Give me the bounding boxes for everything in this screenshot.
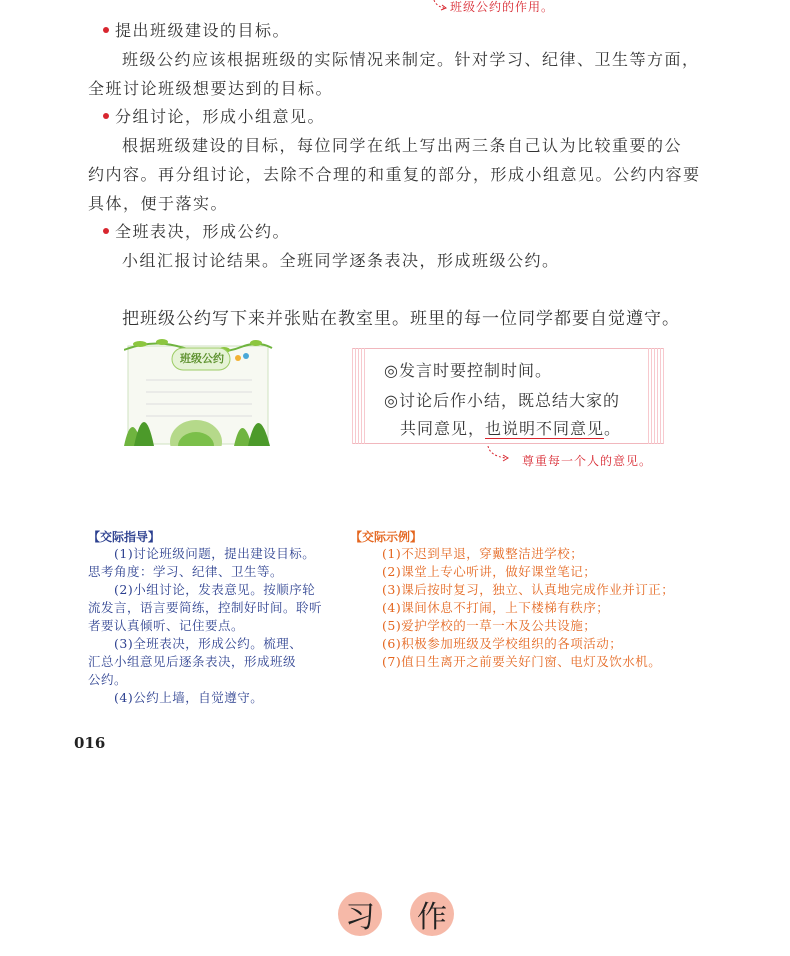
section1-line2: 全班讨论班级想要达到的目标。 — [88, 79, 334, 98]
section3-bullet: 全班表决，形成公约。 — [103, 219, 290, 242]
top-note: 班级公约的作用。 — [450, 0, 555, 14]
section3-line1: 小组汇报讨论结果。全班同学逐条表决，形成班级公约。 — [122, 251, 560, 270]
guide-line: 公约。 — [88, 672, 128, 687]
example-line: (4)课间休息不打闹，上下楼梯有秩序； — [382, 600, 610, 615]
card-left-stripes — [352, 348, 366, 444]
card-right-stripes — [648, 348, 664, 444]
poster-title: 班级公约 — [180, 352, 224, 365]
example-line: (1)不迟到早退，穿戴整洁进学校； — [382, 546, 584, 561]
guide-line: (4)公约上墙，自觉遵守。 — [88, 690, 264, 705]
card-item-1: ◎发言时要控制时间。 — [384, 361, 552, 380]
example-title: 【交际示例】 — [350, 530, 423, 544]
card-note: 尊重每一个人的意见。 — [522, 454, 653, 468]
section1-line1: 班级公约应该根据班级的实际情况来制定。针对学习、纪律、卫生等方面， — [122, 50, 700, 69]
section2-line1: 根据班级建设的目标，每位同学在纸上写出两三条自己认为比较重要的公 — [122, 136, 683, 155]
bullet-dot — [103, 113, 109, 119]
footer-char-xi: 习 — [338, 892, 382, 936]
guide-line: 流发言，语言要简练，控制好时间。聆听 — [88, 600, 323, 615]
guide-line: (1)讨论班级问题，提出建设目标。 — [88, 546, 316, 561]
section2-line2: 约内容。再分组讨论，去除不合理的和重复的部分，形成小组意见。公约内容要 — [88, 165, 701, 184]
bullet-dot — [103, 228, 109, 234]
guide-line: 思考角度：学习、纪律、卫生等。 — [88, 564, 284, 579]
bullet-dot — [103, 27, 109, 33]
example-line: (5)爱护学校的一草一木及公共设施； — [382, 618, 597, 633]
guide-line: (3)全班表决，形成公约。梳理、 — [88, 636, 303, 651]
example-line: (3)课后按时复习，独立、认真地完成作业并订正； — [382, 582, 675, 597]
section1-bullet: 提出班级建设的目标。 — [103, 18, 290, 41]
card-underlined-phrase: 也说明不同意见 — [485, 419, 605, 438]
guide-title: 【交际指导】 — [88, 530, 161, 544]
example-list — [382, 545, 742, 671]
class-convention-poster — [124, 338, 274, 446]
card-item-2-cont: 共同意见，也说明不同意见。 — [400, 419, 622, 438]
example-card — [352, 348, 664, 444]
summary-text: 把班级公约写下来并张贴在教室里。班里的每一位同学都要自觉遵守。 — [122, 309, 680, 329]
guide-line: (2)小组讨论，发表意见。按顺序轮 — [88, 582, 316, 597]
example-line: (2)课堂上专心听讲，做好课堂笔记； — [382, 564, 597, 579]
section2-bullet: 分组讨论，形成小组意见。 — [103, 104, 325, 127]
card-note-arrow — [486, 446, 516, 466]
example-line: (6)积极参加班级及学校组织的各项活动； — [382, 636, 623, 651]
card-item-2: ◎讨论后作小结，既总结大家的 — [384, 391, 620, 410]
page-number: 016 — [74, 734, 106, 752]
guide-line: 者要认真倾听、记住要点。 — [88, 618, 245, 633]
footer-char-zuo: 作 — [410, 892, 454, 936]
guide-list — [88, 545, 348, 707]
example-line: (7)值日生离开之前要关好门窗、电灯及饮水机。 — [382, 654, 662, 669]
guide-line: 汇总小组意见后逐条表决，形成班级 — [88, 654, 297, 669]
section2-line3: 具体，便于落实。 — [88, 194, 229, 213]
